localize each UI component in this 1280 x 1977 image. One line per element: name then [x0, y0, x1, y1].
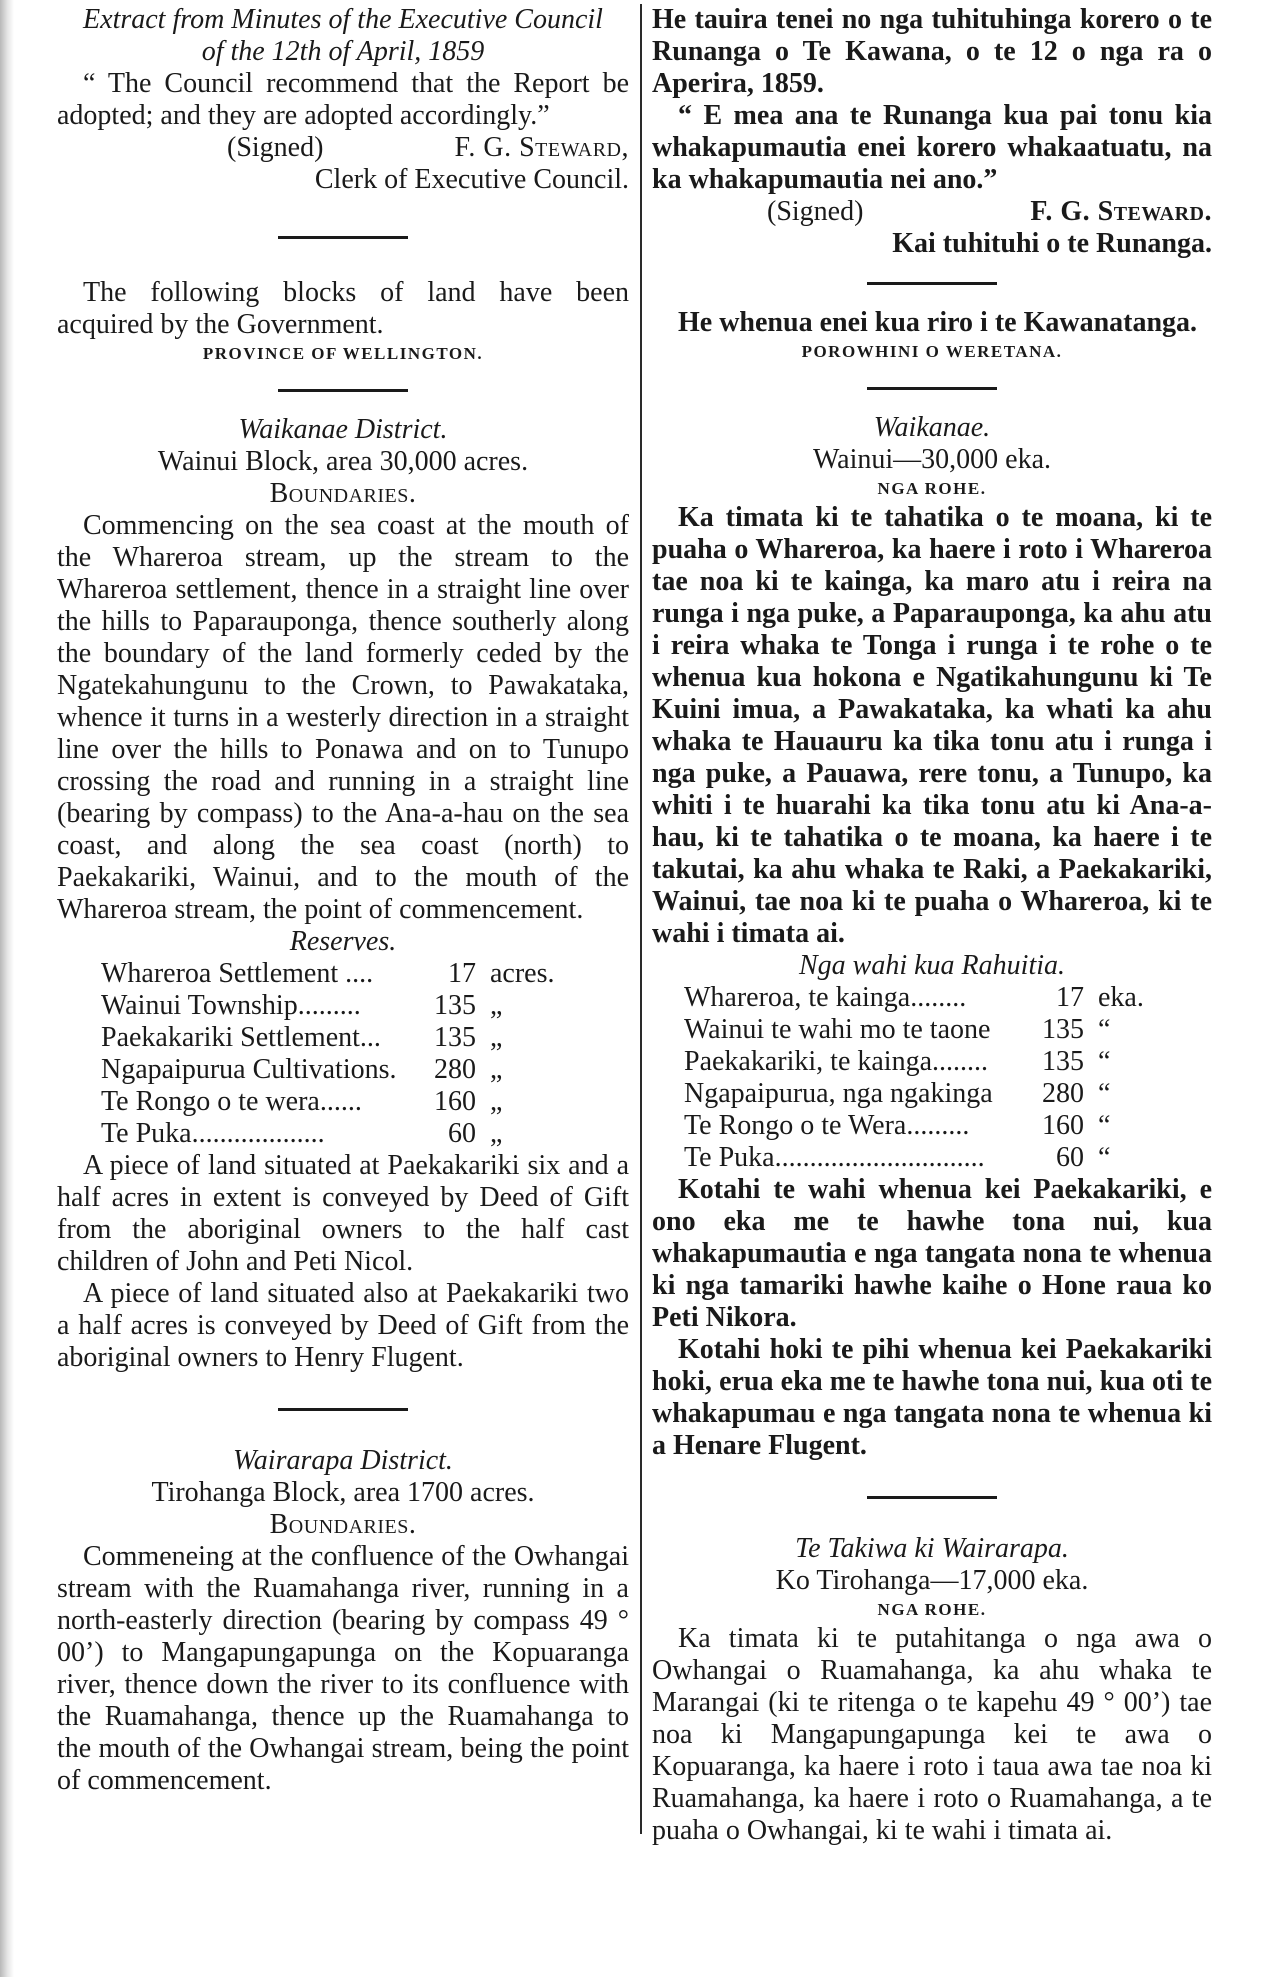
reserve-acres: 17	[448, 958, 476, 989]
table-row	[684, 1014, 1144, 1046]
reserve-name: Paekakariki Settlement...	[101, 1022, 381, 1053]
reserve-unit: “	[1098, 1078, 1111, 1109]
reserve-unit: eka.	[1098, 982, 1144, 1013]
signature-line	[57, 132, 629, 164]
signature-line	[652, 196, 1212, 228]
reserve-name: Te Puka..............................	[684, 1142, 985, 1173]
tirohanga-boundaries-text: Ka timata ki te putahitanga o nga awa o Owhangai o Ruamahanga, ka ahu whaka te Marangai (ki te ritenga o te kapehu 49 ° 00’) tae noa ki Mangapungapunga kei te awa o Kopuaranga, ka haere i roto i taua awa tae noa ki Ruamahanga, ka haere i roto o Ruamahanga, a te puaha o Owhangai, ki te wahi i timata ai.	[652, 1623, 1212, 1846]
province-heading: POROWHINI O WERETANA.	[801, 342, 1063, 361]
reserve-acres: 160	[1042, 1110, 1084, 1141]
section-separator	[278, 236, 408, 239]
reserve-name: Ngapaipurua, nga ngakinga	[684, 1078, 993, 1109]
reserve-acres: 280	[434, 1054, 476, 1085]
signer-title: Kai tuhituhi o te Runanga.	[892, 228, 1212, 259]
reserve-unit: „	[490, 1086, 503, 1117]
table-row	[101, 1022, 555, 1054]
table-row	[101, 990, 555, 1022]
section-separator	[278, 1408, 408, 1411]
section-separator	[867, 387, 997, 390]
reserve-acres: 160	[434, 1086, 476, 1117]
table-row	[101, 1118, 555, 1150]
table-row	[684, 1046, 1144, 1078]
extract-heading-line2: of the 12th of April, 1859	[201, 36, 485, 67]
section-separator	[867, 282, 997, 285]
waikanae-district-heading: Waikanae District.	[238, 414, 448, 445]
section-separator	[278, 389, 408, 392]
reserve-acres: 135	[1042, 1014, 1084, 1045]
wainui-block-title: Wainui Block, area 30,000 acres.	[157, 446, 529, 477]
signed-label: (Signed)	[227, 132, 324, 163]
waikanae-district-heading: Waikanae.	[873, 412, 991, 443]
province-heading: PROVINCE OF WELLINGTON.	[202, 344, 484, 363]
blocks-intro: The following blocks of land have been acquired by the Government.	[57, 277, 629, 340]
table-row	[101, 1086, 555, 1118]
gift-nicol-paragraph: A piece of land situated at Paekakariki six and a half acres in extent is conveyed by Deed of Gift from the aboriginal owners to the half cast children of John and Peti Nicol.	[57, 1150, 629, 1277]
tirohanga-block-title: Ko Tirohanga—17,000 eka.	[775, 1565, 1089, 1596]
tirohanga-block-title: Tirohanga Block, area 1700 acres.	[151, 1477, 535, 1508]
reserve-unit: “	[1098, 1142, 1111, 1173]
boundaries-heading: NGA ROHE.	[877, 479, 987, 498]
reserves-table	[684, 982, 1144, 1174]
reserve-unit: “	[1098, 1046, 1111, 1077]
reserve-name: Wainui Township.........	[101, 990, 361, 1021]
extract-heading: He tauira tenei no nga tuhituhinga korero o te Runanga o Te Kawana, o te 12 o nga ra o Aperira, 1859.	[652, 4, 1212, 99]
reserve-unit: „	[490, 1054, 503, 1085]
reserve-unit: „	[490, 1118, 503, 1149]
page-spine-shadow	[0, 0, 14, 1977]
table-row	[684, 1110, 1144, 1142]
reserve-name: Whareroa Settlement ....	[101, 958, 374, 989]
signed-label: (Signed)	[767, 196, 864, 227]
signer-name: F. G. Steward.	[1030, 196, 1212, 227]
reserve-name: Whareroa, te kainga........	[684, 982, 967, 1013]
reserve-name: Paekakariki, te kainga........	[684, 1046, 989, 1077]
extract-heading-line1: Extract from Minutes of the Executive Council	[83, 4, 603, 35]
maori-column	[652, 4, 1212, 1847]
table-row	[684, 982, 1144, 1014]
council-quote: “ E mea ana te Runanga kua pai tonu kia whakapumautia enei korero whakaatuatu, na ka whakapumautia nei ano.”	[652, 100, 1212, 195]
table-row	[101, 958, 555, 990]
reserve-name: Wainui te wahi mo te taone	[684, 1014, 991, 1045]
wainui-block-title: Wainui—30,000 eka.	[812, 444, 1052, 475]
signer-name: F. G. Steward,	[454, 132, 629, 163]
wairarapa-district-heading: Wairarapa District.	[233, 1445, 453, 1476]
gift-flugent-paragraph: A piece of land situated also at Paekakariki two a half acres is conveyed by Deed of Gift from the aboriginal owners to Henry Flugent.	[57, 1278, 629, 1373]
reserve-acres: 60	[448, 1118, 476, 1149]
reserve-unit: “	[1098, 1014, 1111, 1045]
gift-flugent-paragraph: Kotahi hoki te pihi whenua kei Paekakariki hoki, erua eka me te hawhe tona nui, kua oti te whakapumau e nga tangata nona te whenua ki a Henare Flugent.	[652, 1334, 1212, 1461]
signer-title: Clerk of Executive Council.	[314, 164, 629, 195]
wairarapa-district-heading: Te Takiwa ki Wairarapa.	[795, 1533, 1069, 1564]
reserve-unit: “	[1098, 1110, 1111, 1141]
reserve-unit: „	[490, 1022, 503, 1053]
tirohanga-boundaries-text: Commeneing at the confluence of the Owhangai stream with the Ruamahanga river, running in a north-easterly direction (bearing by compass 49 ° 00’) to Mangapungapunga on the Kopuaranga river, thence down the river to its confluence with the Ruamahanga, thence up the Ruamahanga to the mouth of the Owhangai stream, being the point of commencement.	[57, 1541, 629, 1796]
reserve-name: Ngapaipurua Cultivations.	[101, 1054, 397, 1085]
blocks-intro: He whenua enei kua riro i te Kawanatanga.	[678, 307, 1198, 338]
reserve-acres: 135	[1042, 1046, 1084, 1077]
boundaries-heading: Boundaries.	[269, 478, 417, 509]
boundaries-heading: Boundaries.	[269, 1509, 417, 1540]
english-column	[57, 4, 629, 1797]
reserve-acres: 60	[1056, 1142, 1084, 1173]
table-row	[101, 1054, 555, 1086]
reserve-acres: 280	[1042, 1078, 1084, 1109]
boundaries-heading: NGA ROHE.	[877, 1600, 987, 1619]
reserve-acres: 135	[434, 990, 476, 1021]
reserves-heading: Reserves.	[289, 926, 397, 957]
column-divider	[640, 4, 642, 1834]
reserve-name: Te Rongo o te wera......	[101, 1086, 362, 1117]
reserve-acres: 17	[1056, 982, 1084, 1013]
reserve-unit: acres.	[490, 958, 555, 989]
wainui-boundaries-text: Ka timata ki te tahatika o te moana, ki te puaha o Whareroa, ka haere i roto i Whareroa tae noa ki te kainga, ka maro atu i reira na runga i nga puke, a Paparauponga, ka ahu atu i reira whaka te Tonga i runga i te rohe o te whenua kua hokona e Ngatikahungunu ki Te Kuini imua, a Pawakataka, ka whati ka ahu whaka te Hauauru ka tika tonu atu i runga i nga puke, a Pauawa, rere tonu, a Tunupo, ka whiti i te huarahi ka tika tonu atu ki Ana-a-hau, ki te tahatika o te moana, ka haere i te takutai, ka ahu whaka te Raki, a Paekakariki, Wainui, tae noa ki te puaha o Whareroa, ki te wahi i timata ai.	[652, 502, 1212, 949]
reserve-name: Te Puka...................	[101, 1118, 325, 1149]
reserves-table	[101, 958, 555, 1150]
reserve-unit: „	[490, 990, 503, 1021]
gift-nicol-paragraph: Kotahi te wahi whenua kei Paekakariki, e ono eka me te hawhe tona nui, kua whakapumautia e nga tangata nona te whenua ki nga tamariki hawhe kaihe o Hone raua ko Peti Nikora.	[652, 1174, 1212, 1333]
reserve-acres: 135	[434, 1022, 476, 1053]
reserve-name: Te Rongo o te Wera.........	[684, 1110, 970, 1141]
section-separator	[867, 1496, 997, 1499]
reserves-heading: Nga wahi kua Rahuitia.	[799, 950, 1065, 981]
table-row	[684, 1142, 1144, 1174]
council-quote: “ The Council recommend that the Report be adopted; and they are adopted accordingly.”	[57, 68, 629, 131]
wainui-boundaries-text: Commencing on the sea coast at the mouth of the Whareroa stream, up the stream to the Whareroa settlement, thence in a straight line over the hills to Paparauponga, thence southerly along the boundary of the land formerly ceded by the Ngatekahungunu to the Crown, to Pawakataka, whence it turns in a westerly direction in a straight line over the hills to Ponawa and on to Tunupo crossing the road and running in a straight line (bearing by compass) to the Ana-a-hau on the sea coast, and along the sea coast (north) to Paekakariki, Wainui, and to the mouth of the Whareroa stream, the point of commencement.	[57, 510, 629, 925]
table-row	[684, 1078, 1144, 1110]
